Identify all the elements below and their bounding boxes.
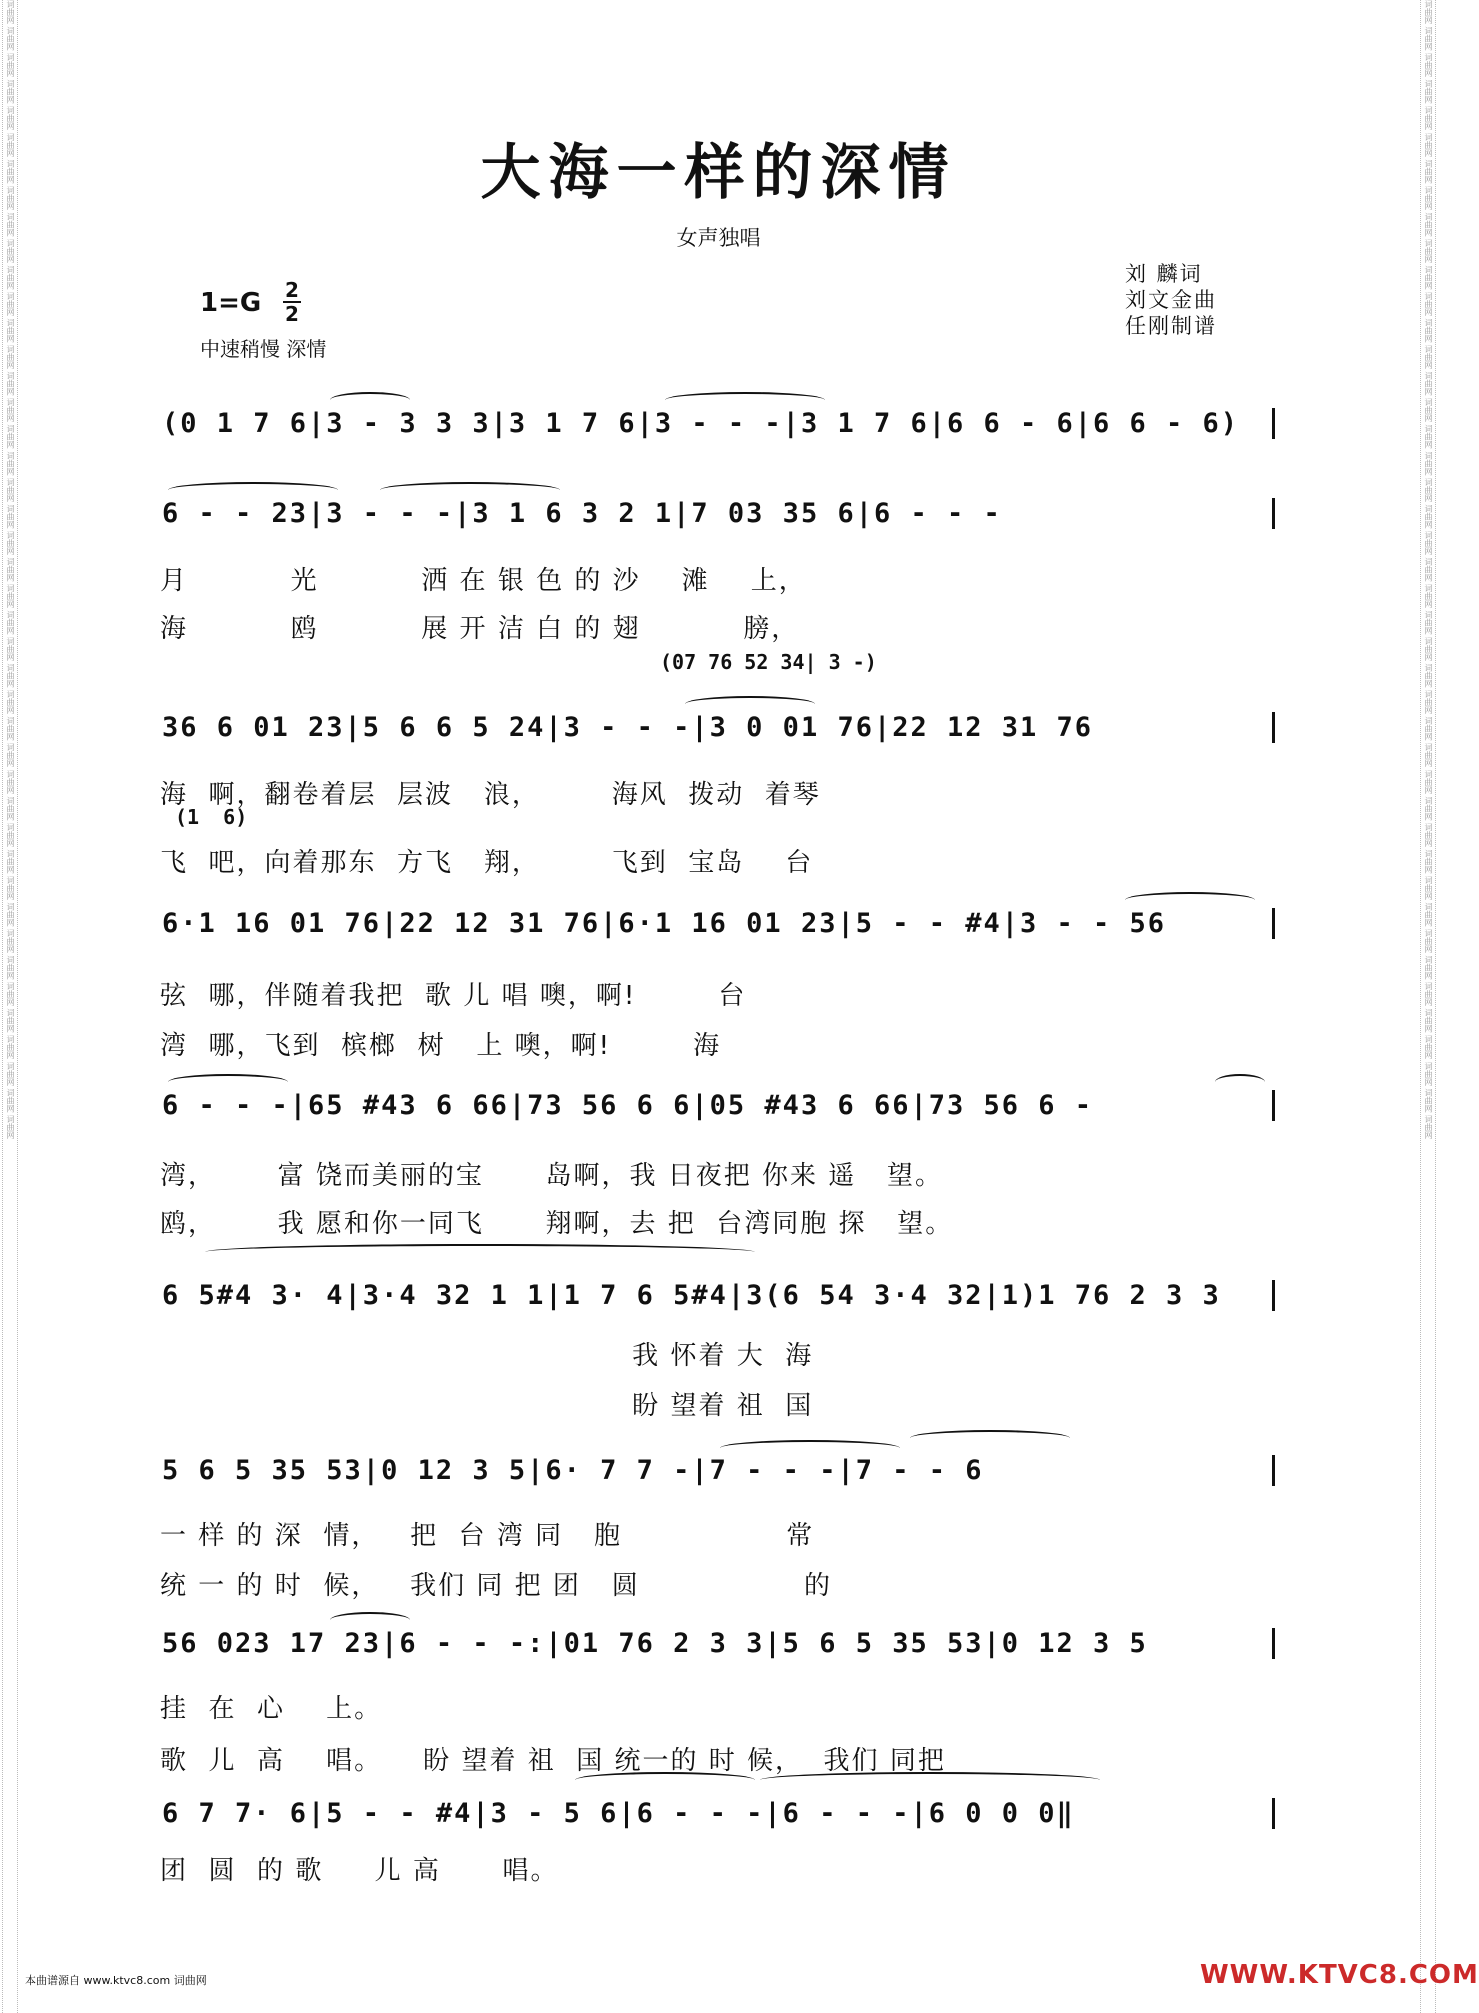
lyric-row-2-verse-1: 月 光 洒 在 银 色 的 沙 滩 上， <box>160 566 807 596</box>
lyric-row-3-verse-1: 海 啊，翻卷着层 层波 浪， 海风 拨动 着琴 <box>160 780 821 810</box>
song-title: 大海一样的深情 <box>480 138 957 208</box>
slur <box>205 1244 755 1260</box>
slur <box>685 696 815 712</box>
score-row-6: 6 5#4 3· 4|3·4 32 1 1|1 7 6 5#4|3(6 54 3·4 32|1)1 76 2 3 3 <box>162 1280 1275 1311</box>
time-top: 2 <box>285 278 299 302</box>
score-row-3: 36 6 01 23|5 6 6 5 24|3 - - -|3 0 01 76|22 12 31 76 <box>162 712 1275 743</box>
slur <box>330 1612 410 1628</box>
lyric-row-8-verse-1: 挂 在 心 上。 <box>160 1694 383 1724</box>
slur <box>720 1440 900 1456</box>
slur <box>665 392 825 408</box>
lyric-row-6-verse-1: 我 怀着 大 海 <box>160 1341 814 1371</box>
site-logo[interactable]: WWW.KTVC8.COM <box>1200 1960 1479 1990</box>
source-note: 本曲谱源自 www.ktvc8.com 词曲网 <box>25 1974 207 1987</box>
lyric-row-9-verse-1: 团 圆 的 歌 儿 高 唱。 <box>160 1856 559 1886</box>
lyric-row-7-verse-1: 一 样 的 深 情， 把 台 湾 同 胞 常 <box>160 1521 815 1551</box>
slur <box>910 1430 1070 1446</box>
score-row-2: 6 - - 23|3 - - -|3 1 6 3 2 1|7 03 35 6|6 - - - <box>162 498 1275 529</box>
slur <box>1125 892 1255 908</box>
lyric-row-5-verse-1: 湾， 富 饶而美丽的宝 岛啊，我 日夜把 你来 遥 望。 <box>160 1161 944 1191</box>
lyric-row-8-verse-2: 歌 儿 高 唱。 盼 望着 祖 国 统一的 时 候， 我们 同把 <box>160 1746 946 1776</box>
key-signature: 1=G <box>200 288 262 318</box>
instrumental-fill: (07 76 52 34| 3 -) <box>660 650 877 674</box>
lyric-row-4-verse-1: 弦 哪，伴随着我把 歌 儿 唱 噢，啊! 台 <box>160 981 747 1011</box>
time-signature <box>283 280 301 324</box>
score-row-9: 6 7 7· 6|5 - - #4|3 - 5 6|6 - - -|6 - - -|6 0 0 0‖ <box>162 1798 1275 1829</box>
left-watermark-strip: 词曲网 词曲网 词曲网 词曲网 词曲网 词曲网 词曲网 词曲网 词曲网 词曲网 词曲网 词曲网 词曲网 词曲网 词曲网 词曲网 词曲网 词曲网 词曲网 词曲网 词曲网 词曲网 词曲网 词曲网 词曲网 词曲网 词曲网 词曲网 词曲网 词曲网 词曲网 词曲网 词曲网 词曲网 词曲网 词曲网 词曲网 词曲网 词曲网 词曲网 词曲网 词曲网 词曲网 <box>2 0 18 2013</box>
slur <box>760 1772 1100 1788</box>
lyric-row-2-verse-2: 海 鸥 展 开 洁 白 的 翅 膀， <box>160 614 800 644</box>
score-row-5: 6 - - -|65 #43 6 66|73 56 6 6|05 #43 6 66|73 56 6 - <box>162 1090 1275 1121</box>
lyricist-credit: 刘 麟词 <box>1125 262 1203 286</box>
slur <box>575 1772 755 1788</box>
slur <box>380 482 560 498</box>
transcriber-credit: 任刚制谱 <box>1125 314 1217 338</box>
lyric-row-6-verse-2: 盼 望着 祖 国 <box>160 1391 814 1421</box>
tempo-marking: 中速稍慢 深情 <box>200 337 327 361</box>
slur <box>168 1074 288 1090</box>
slur <box>1215 1074 1265 1090</box>
lyric-row-5-verse-2: 鸥， 我 愿和你一同飞 翔啊，去 把 台湾同胞 探 望。 <box>160 1209 954 1239</box>
score-row-7: 5 6 5 35 53|0 12 3 5|6· 7 7 -|7 - - -|7 - - 6 <box>162 1455 1275 1486</box>
slur <box>330 392 410 408</box>
time-bottom: 2 <box>285 302 299 326</box>
score-row-1: (0 1 7 6|3 - 3 3 3|3 1 7 6|3 - - -|3 1 7 6|6 6 - 6|6 6 - 6) <box>162 408 1275 439</box>
lyric-row-4-verse-2: 湾 哪，飞到 槟榔 树 上 噢，啊! 海 <box>160 1031 722 1061</box>
composer-credit: 刘文金曲 <box>1125 288 1217 312</box>
alternate-notes: (1 6) <box>175 805 248 829</box>
slur <box>168 482 338 498</box>
lyric-row-3-verse-2: 飞 吧，向着那东 方飞 翔， 飞到 宝岛 台 <box>160 848 814 878</box>
score-row-4: 6·1 16 01 76|22 12 31 76|6·1 16 01 23|5 - - #4|3 - - 56 <box>162 908 1275 939</box>
song-subtitle: 女声独唱 <box>676 226 761 250</box>
score-row-8: 56 023 17 23|6 - - -:|01 76 2 3 3|5 6 5 35 53|0 12 3 5 <box>162 1628 1275 1659</box>
lyric-row-7-verse-2: 统 一 的 时 候， 我们 同 把 团 圆 的 <box>160 1571 832 1601</box>
right-watermark-strip: 词曲网 词曲网 词曲网 词曲网 词曲网 词曲网 词曲网 词曲网 词曲网 词曲网 词曲网 词曲网 词曲网 词曲网 词曲网 词曲网 词曲网 词曲网 词曲网 词曲网 词曲网 词曲网 词曲网 词曲网 词曲网 词曲网 词曲网 词曲网 词曲网 词曲网 词曲网 词曲网 词曲网 词曲网 词曲网 词曲网 词曲网 词曲网 词曲网 词曲网 词曲网 词曲网 词曲网 <box>1420 0 1436 2013</box>
